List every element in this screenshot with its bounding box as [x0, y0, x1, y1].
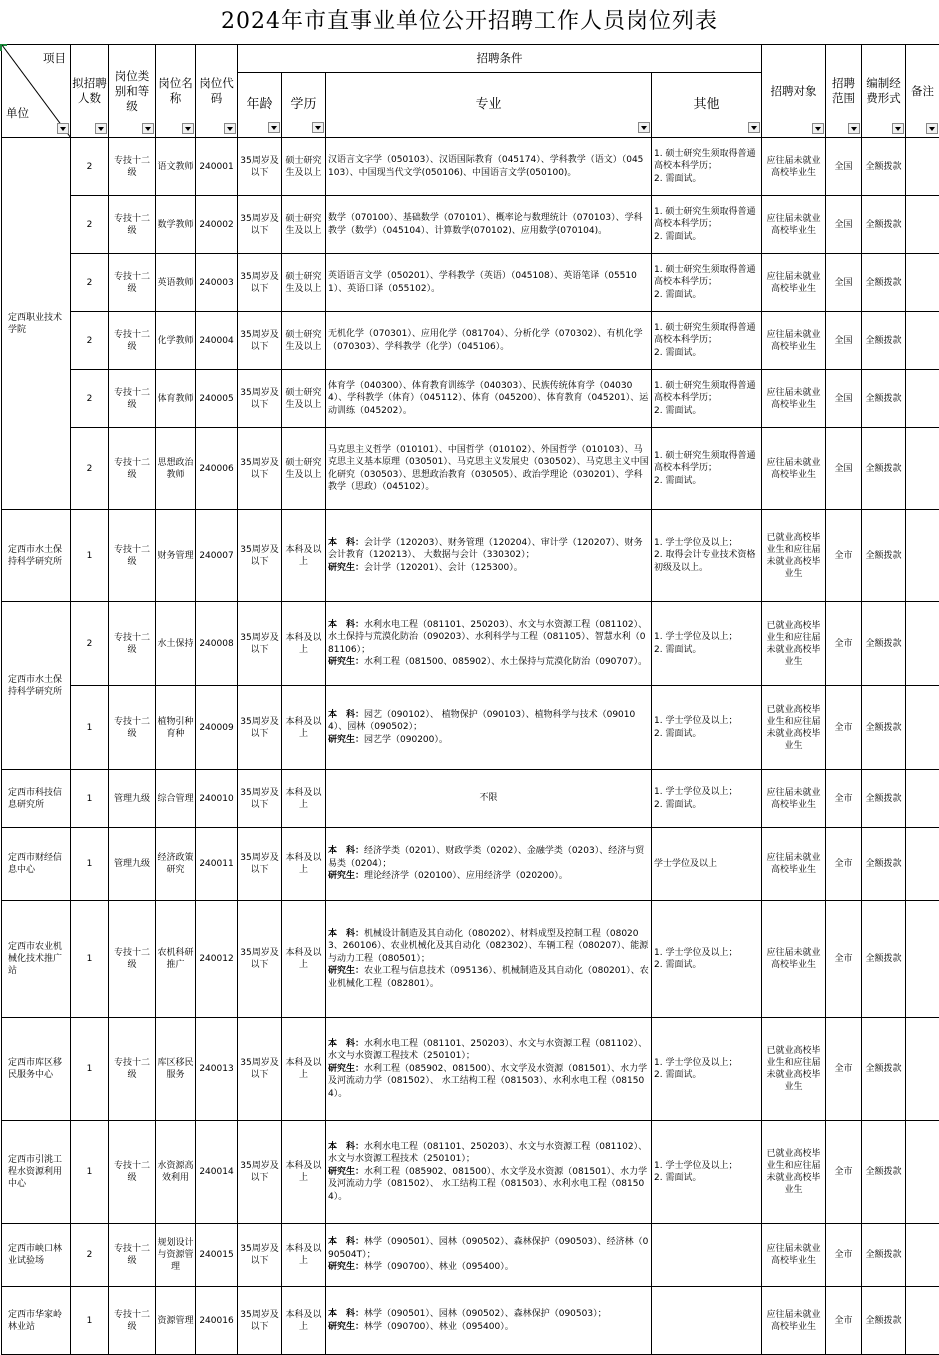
graduate-majors: 水利工程（085902、081500）、水文学及水资源（081501）、水力学及河流动力学（081502）、 水工结构工程（081503）、水利水电工程（081504）。 — [328, 1167, 647, 1202]
other-requirement: 学士学位及以上 — [652, 828, 762, 901]
education-requirement: 本科及以上 — [282, 1121, 326, 1224]
funding-type: 全额拨款 — [862, 312, 906, 370]
table-row — [2, 254, 939, 312]
remark — [906, 1224, 939, 1287]
funding-type: 全额拨款 — [862, 1121, 906, 1224]
filter-funding-button[interactable] — [892, 121, 904, 136]
header-project: 项目 — [43, 51, 66, 66]
post-code: 240016 — [196, 1287, 238, 1355]
recruit-target: 应往届未就业高校毕业生 — [762, 428, 826, 510]
other-requirement: 1. 硕士研究生须取得普通高校本科学历； 2. 需面试。 — [652, 312, 762, 370]
education-requirement: 硕士研究生及以上 — [282, 312, 326, 370]
major-requirement: 汉语言文字学（050103）、汉语国际教育（045174）、学科教学（语文）（045103）、中国现当代文学(050106)、中国语言文学(050100)。 — [326, 138, 652, 196]
filter-other-button[interactable] — [748, 120, 760, 136]
post-count: 2 — [71, 138, 109, 196]
header-age: 年龄 — [238, 73, 282, 138]
major-requirement — [326, 1224, 652, 1287]
recruit-target: 应往届未就业高校毕业生 — [762, 770, 826, 828]
funding-type: 全额拨款 — [862, 602, 906, 686]
remark — [906, 828, 939, 901]
post-count: 1 — [71, 1287, 109, 1355]
post-count: 2 — [71, 312, 109, 370]
major-requirement — [326, 901, 652, 1018]
undergrad-label: 本 科： — [328, 1039, 364, 1049]
post-category: 专技十二级 — [109, 1287, 156, 1355]
graduate-label: 研究生： — [328, 1322, 364, 1332]
post-name: 综合管理 — [156, 770, 196, 828]
education-requirement: 硕士研究生及以上 — [282, 370, 326, 428]
graduate-label: 研究生： — [328, 1167, 364, 1177]
major-requirement — [326, 828, 652, 901]
post-category: 专技十二级 — [109, 686, 156, 770]
filter-education-button[interactable] — [312, 120, 324, 136]
undergrad-label: 本 科： — [328, 538, 364, 548]
remark — [906, 770, 939, 828]
graduate-majors: 林学（090700）、林业（095400）。 — [364, 1322, 514, 1332]
undergrad-majors: 林学（090501）、园林（090502）、森林保护（090503）、经济林（090504T）； — [328, 1237, 648, 1260]
post-category: 专技十二级 — [109, 196, 156, 254]
post-category: 专技十二级 — [109, 428, 156, 510]
post-name: 财务管理 — [156, 510, 196, 602]
remark — [906, 312, 939, 370]
undergrad-majors: 水利水电工程（081101、250203）、水文与水资源工程（081102）、水文与水资源工程技术（250101）； — [328, 1039, 647, 1062]
remark — [906, 196, 939, 254]
recruit-scope: 全市 — [826, 686, 862, 770]
filter-scope-button[interactable] — [848, 121, 860, 136]
post-count: 2 — [71, 602, 109, 686]
other-requirement: 1. 学士学位及以上； 2. 需面试。 — [652, 1018, 762, 1121]
post-name: 思想政治教师 — [156, 428, 196, 510]
education-requirement: 本科及以上 — [282, 510, 326, 602]
table-row — [2, 828, 939, 901]
header-target: 招聘对象 — [762, 45, 826, 138]
post-category: 专技十二级 — [109, 370, 156, 428]
other-requirement: 1. 学士学位及以上； 2. 需面试。 — [652, 1121, 762, 1224]
recruit-target: 已就业高校毕业生和应往届未就业高校毕业生 — [762, 602, 826, 686]
header-other: 其他 — [652, 73, 762, 138]
recruit-target: 应往届未就业高校毕业生 — [762, 196, 826, 254]
positions-table — [1, 44, 939, 1355]
post-name: 化学教师 — [156, 312, 196, 370]
funding-type: 全额拨款 — [862, 370, 906, 428]
post-count: 2 — [71, 196, 109, 254]
recruit-scope: 全市 — [826, 828, 862, 901]
unit-name: 定西市水土保持科学研究所 — [2, 602, 71, 770]
post-count: 1 — [71, 686, 109, 770]
undergrad-label: 本 科： — [328, 846, 364, 856]
undergrad-majors: 会计学（120203）、财务管理（120204）、审计学（120207）、财务会计教育（120213）、 大数据与会计（330302）； — [328, 538, 643, 561]
unit-name: 定西市财经信息中心 — [2, 828, 71, 901]
remark — [906, 138, 939, 196]
table-body — [2, 138, 939, 1355]
major-requirement — [326, 510, 652, 602]
remark — [906, 254, 939, 312]
filter-remark-button[interactable] — [926, 121, 938, 136]
post-name: 规划设计与资源管理 — [156, 1224, 196, 1287]
age-requirement: 35周岁及以下 — [238, 770, 282, 828]
unit-name: 定西市峡口林业试验场 — [2, 1224, 71, 1287]
education-requirement: 本科及以上 — [282, 828, 326, 901]
graduate-majors: 农业工程与信息技术（095136）、机械制造及其自动化（080201）、农业机械化工程（082801）。 — [328, 966, 649, 989]
other-requirement: 1. 硕士研究生须取得普通高校本科学历； 2. 需面试。 — [652, 254, 762, 312]
post-category: 专技十二级 — [109, 602, 156, 686]
post-code: 240014 — [196, 1121, 238, 1224]
graduate-label: 研究生： — [328, 871, 364, 881]
recruit-target: 应往届未就业高校毕业生 — [762, 370, 826, 428]
post-name: 库区移民服务 — [156, 1018, 196, 1121]
undergrad-label: 本 科： — [328, 1309, 364, 1319]
major-requirement — [326, 602, 652, 686]
post-category: 管理九级 — [109, 828, 156, 901]
education-requirement: 硕士研究生及以上 — [282, 428, 326, 510]
education-requirement: 本科及以上 — [282, 1018, 326, 1121]
recruit-scope: 全国 — [826, 138, 862, 196]
filter-dropdown-icon — [182, 123, 194, 134]
recruit-scope: 全国 — [826, 370, 862, 428]
education-requirement: 本科及以上 — [282, 1287, 326, 1355]
header-major: 专业 — [326, 73, 652, 138]
graduate-label: 研究生： — [328, 735, 364, 745]
unit-name: 定西市华家岭林业站 — [2, 1287, 71, 1355]
header-conditions: 招聘条件 — [238, 45, 762, 73]
recruit-scope: 全市 — [826, 1018, 862, 1121]
header-remark: 备注 — [906, 45, 939, 138]
education-requirement: 本科及以上 — [282, 686, 326, 770]
major-requirement — [326, 1018, 652, 1121]
post-category: 管理九级 — [109, 770, 156, 828]
post-category: 专技十二级 — [109, 1018, 156, 1121]
major-requirement — [326, 686, 652, 770]
remark — [906, 1121, 939, 1224]
funding-type: 全额拨款 — [862, 254, 906, 312]
filter-dropdown-icon — [224, 123, 236, 134]
other-requirement: 1. 学士学位及以上； 2. 需面试。 — [652, 770, 762, 828]
recruit-scope: 全市 — [826, 1224, 862, 1287]
age-requirement: 35周岁及以下 — [238, 510, 282, 602]
recruit-target: 应往届未就业高校毕业生 — [762, 901, 826, 1018]
age-requirement: 35周岁及以下 — [238, 1224, 282, 1287]
other-requirement: 1. 硕士研究生须取得普通高校本科学历； 2. 需面试。 — [652, 196, 762, 254]
post-count: 1 — [71, 770, 109, 828]
recruit-target: 已就业高校毕业生和应往届未就业高校毕业生 — [762, 1018, 826, 1121]
post-code: 240007 — [196, 510, 238, 602]
remark — [906, 1287, 939, 1355]
filter-major-button[interactable] — [638, 120, 650, 136]
age-requirement: 35周岁及以下 — [238, 370, 282, 428]
unit-name: 定西职业技术学院 — [2, 138, 71, 510]
funding-type: 全额拨款 — [862, 770, 906, 828]
table-row — [2, 312, 939, 370]
post-count: 2 — [71, 254, 109, 312]
filter-dropdown-icon — [142, 123, 154, 134]
filter-dropdown-icon — [57, 123, 69, 134]
header-code: 岗位代码 — [196, 45, 238, 138]
header-scope: 招聘范围 — [826, 45, 862, 138]
table-row — [2, 901, 939, 1018]
graduate-majors: 理论经济学（020100）、应用经济学（020200）。 — [364, 871, 568, 881]
table-row — [2, 686, 939, 770]
filter-unit-button[interactable] — [57, 121, 69, 136]
filter-dropdown-icon — [812, 123, 824, 134]
post-category: 专技十二级 — [109, 901, 156, 1018]
post-count: 2 — [71, 428, 109, 510]
post-category: 专技十二级 — [109, 254, 156, 312]
graduate-label: 研究生： — [328, 966, 364, 976]
graduate-label: 研究生： — [328, 563, 364, 573]
funding-type: 全额拨款 — [862, 196, 906, 254]
post-count: 1 — [71, 1121, 109, 1224]
filter-dropdown-icon — [638, 122, 650, 133]
header-category: 岗位类别和等级 — [109, 45, 156, 138]
recruit-target: 已就业高校毕业生和应往届未就业高校毕业生 — [762, 510, 826, 602]
graduate-label: 研究生： — [328, 1064, 364, 1074]
header-post-name: 岗位名称 — [156, 45, 196, 138]
education-requirement: 本科及以上 — [282, 1224, 326, 1287]
post-category: 专技十二级 — [109, 1121, 156, 1224]
funding-type: 全额拨款 — [862, 686, 906, 770]
funding-type: 全额拨款 — [862, 828, 906, 901]
other-requirement: 1. 学士学位及以上； 2. 取得会计专业技术资格初级及以上。 — [652, 510, 762, 602]
post-code: 240003 — [196, 254, 238, 312]
post-name: 数学教师 — [156, 196, 196, 254]
undergrad-majors: 水利水电工程（081101、250203）、水文与水资源工程（081102）、水文与水资源工程技术（250101）； — [328, 1142, 647, 1165]
funding-type: 全额拨款 — [862, 510, 906, 602]
funding-type: 全额拨款 — [862, 428, 906, 510]
post-category: 专技十二级 — [109, 312, 156, 370]
other-requirement: 1. 硕士研究生须取得普通高校本科学历； 2. 需面试。 — [652, 138, 762, 196]
filter-dropdown-icon — [748, 122, 760, 133]
table-row — [2, 370, 939, 428]
age-requirement: 35周岁及以下 — [238, 602, 282, 686]
header-unit: 单位 — [6, 106, 29, 121]
recruit-scope: 全市 — [826, 1121, 862, 1224]
post-name: 体育教师 — [156, 370, 196, 428]
post-count: 2 — [71, 1224, 109, 1287]
unit-name: 定西市库区移民服务中心 — [2, 1018, 71, 1121]
graduate-majors: 林学（090700）、林业（095400）。 — [364, 1262, 514, 1272]
age-requirement: 35周岁及以下 — [238, 428, 282, 510]
table-row — [2, 1224, 939, 1287]
header-funding: 编制经费形式 — [862, 45, 906, 138]
unit-name: 定西市农业机械化技术推广站 — [2, 901, 71, 1018]
table-row — [2, 1287, 939, 1355]
undergrad-label: 本 科： — [328, 620, 364, 630]
age-requirement: 35周岁及以下 — [238, 254, 282, 312]
post-name: 水土保持 — [156, 602, 196, 686]
major-requirement: 不限 — [326, 770, 652, 828]
header-unit-project — [2, 45, 71, 138]
age-requirement: 35周岁及以下 — [238, 1018, 282, 1121]
post-code: 240008 — [196, 602, 238, 686]
graduate-majors: 水利工程（085902、081500）、水文学及水资源（081501）、水力学及河流动力学（081502）、 水工结构工程（081503）、水利水电工程（081504）。 — [328, 1064, 647, 1099]
recruit-scope: 全国 — [826, 196, 862, 254]
filter-dropdown-icon — [312, 122, 324, 133]
post-code: 240004 — [196, 312, 238, 370]
age-requirement: 35周岁及以下 — [238, 138, 282, 196]
undergrad-majors: 林学（090501）、园林（090502）、森林保护（090503）； — [364, 1309, 607, 1319]
remark — [906, 901, 939, 1018]
recruit-target: 应往届未就业高校毕业生 — [762, 254, 826, 312]
remark — [906, 510, 939, 602]
table-row — [2, 138, 939, 196]
other-requirement — [652, 1224, 762, 1287]
major-requirement: 体育学（040300）、体育教育训练学（040303）、民族传统体育学（040304）、学科教学（体育）（045112）、体育（045200）、体育教育（045201）、运动训练（045202）。 — [326, 370, 652, 428]
remark — [906, 686, 939, 770]
education-requirement: 硕士研究生及以上 — [282, 254, 326, 312]
major-requirement: 数学（070100）、基础数学（070101）、概率论与数理统计（070103）、学科教学（数学）（045104）、计算数学(070102)、应用数学(070104)。 — [326, 196, 652, 254]
table-row — [2, 428, 939, 510]
recruit-scope: 全市 — [826, 1287, 862, 1355]
post-category: 专技十二级 — [109, 138, 156, 196]
post-count: 1 — [71, 1018, 109, 1121]
filter-category-button[interactable] — [142, 121, 154, 136]
graduate-majors: 会计学（120201）、会计（125300）。 — [364, 563, 523, 573]
other-requirement: 1. 硕士研究生须取得普通高校本科学历； 2. 需面试。 — [652, 370, 762, 428]
filter-target-button[interactable] — [812, 121, 824, 136]
post-category: 专技十二级 — [109, 510, 156, 602]
post-code: 240005 — [196, 370, 238, 428]
funding-type: 全额拨款 — [862, 901, 906, 1018]
post-code: 240015 — [196, 1224, 238, 1287]
post-count: 2 — [71, 370, 109, 428]
major-requirement — [326, 1121, 652, 1224]
post-name: 英语教师 — [156, 254, 196, 312]
table-row — [2, 602, 939, 686]
post-category: 专技十二级 — [109, 1224, 156, 1287]
funding-type: 全额拨款 — [862, 1018, 906, 1121]
post-code: 240012 — [196, 901, 238, 1018]
table-row — [2, 196, 939, 254]
recruit-scope: 全市 — [826, 901, 862, 1018]
filter-dropdown-icon — [848, 123, 860, 134]
recruit-target: 应往届未就业高校毕业生 — [762, 312, 826, 370]
age-requirement: 35周岁及以下 — [238, 1287, 282, 1355]
education-requirement: 本科及以上 — [282, 770, 326, 828]
filter-code-button[interactable] — [224, 121, 236, 136]
undergrad-majors: 水利水电工程（081101、250203）、水文与水资源工程（081102）、水土保持与荒漠化防治（090203）、水利科学与工程（081105）、智慧水利（081106）； — [328, 620, 647, 655]
unit-name: 定西市引洮工程水资源利用中心 — [2, 1121, 71, 1224]
education-requirement: 硕士研究生及以上 — [282, 196, 326, 254]
post-code: 240006 — [196, 428, 238, 510]
post-code: 240009 — [196, 686, 238, 770]
post-name: 植物引种育种 — [156, 686, 196, 770]
filter-dropdown-icon — [95, 123, 107, 134]
major-requirement: 无机化学（070301）、应用化学（081704）、分析化学（070302）、有机化学（070303）、学科教学（化学）（045106）。 — [326, 312, 652, 370]
unit-name: 定西市科技信息研究所 — [2, 770, 71, 828]
page-title: 2024年市直事业单位公开招聘工作人员岗位列表 — [0, 0, 939, 44]
undergrad-label: 本 科： — [328, 1237, 364, 1247]
other-requirement: 1. 学士学位及以上； 2. 需面试。 — [652, 901, 762, 1018]
filter-dropdown-icon — [268, 122, 280, 133]
post-name: 语文教师 — [156, 138, 196, 196]
other-requirement: 1. 学士学位及以上； 2. 需面试。 — [652, 686, 762, 770]
funding-type: 全额拨款 — [862, 138, 906, 196]
post-name: 资源管理 — [156, 1287, 196, 1355]
table-row — [2, 1018, 939, 1121]
post-code: 240013 — [196, 1018, 238, 1121]
education-requirement: 本科及以上 — [282, 602, 326, 686]
table-row — [2, 510, 939, 602]
recruit-scope: 全国 — [826, 428, 862, 510]
post-name: 经济政策研究 — [156, 828, 196, 901]
recruit-scope: 全国 — [826, 312, 862, 370]
header-education: 学历 — [282, 73, 326, 138]
education-requirement: 硕士研究生及以上 — [282, 138, 326, 196]
post-name: 农机科研推广 — [156, 901, 196, 1018]
age-requirement: 35周岁及以下 — [238, 901, 282, 1018]
filter-post-name-button[interactable] — [182, 121, 194, 136]
post-count: 1 — [71, 901, 109, 1018]
recruit-target: 应往届未就业高校毕业生 — [762, 1224, 826, 1287]
age-requirement: 35周岁及以下 — [238, 312, 282, 370]
recruit-scope: 全市 — [826, 770, 862, 828]
undergrad-label: 本 科： — [328, 710, 364, 720]
undergrad-majors: 机械设计制造及其自动化（080202）、材料成型及控制工程（080203、260106）、农业机械化及其自动化（082302）、车辆工程（080207）、能源与动力工程（080501）； — [328, 929, 648, 964]
post-name: 水资源高效利用 — [156, 1121, 196, 1224]
remark — [906, 602, 939, 686]
remark — [906, 1018, 939, 1121]
remark — [906, 370, 939, 428]
recruit-target: 应往届未就业高校毕业生 — [762, 1287, 826, 1355]
graduate-label: 研究生： — [328, 1262, 364, 1272]
recruit-target: 已就业高校毕业生和应往届未就业高校毕业生 — [762, 1121, 826, 1224]
funding-type: 全额拨款 — [862, 1287, 906, 1355]
age-requirement: 35周岁及以下 — [238, 686, 282, 770]
post-code: 240002 — [196, 196, 238, 254]
recruit-target: 应往届未就业高校毕业生 — [762, 138, 826, 196]
major-requirement — [326, 1287, 652, 1355]
header-count: 拟招聘人数 — [71, 45, 109, 138]
filter-dropdown-icon — [926, 123, 938, 134]
post-code: 240001 — [196, 138, 238, 196]
recruit-target: 已就业高校毕业生和应往届未就业高校毕业生 — [762, 686, 826, 770]
graduate-label: 研究生： — [328, 657, 364, 667]
undergrad-majors: 园艺（090102）、 植物保护（090103）、植物科学与技术（090104）、园林（090502）； — [328, 710, 635, 733]
unit-name: 定西市水土保持科学研究所 — [2, 510, 71, 602]
undergrad-label: 本 科： — [328, 1142, 364, 1152]
age-requirement: 35周岁及以下 — [238, 828, 282, 901]
table-row — [2, 770, 939, 828]
graduate-majors: 园艺学（090200）。 — [364, 735, 448, 745]
filter-age-button[interactable] — [268, 120, 280, 136]
post-code: 240010 — [196, 770, 238, 828]
age-requirement: 35周岁及以下 — [238, 1121, 282, 1224]
graduate-majors: 水利工程（081500、085902）、水土保持与荒漠化防治（090707）。 — [364, 657, 647, 667]
education-requirement: 本科及以上 — [282, 901, 326, 1018]
remark — [906, 428, 939, 510]
recruit-scope: 全市 — [826, 510, 862, 602]
post-count: 1 — [71, 510, 109, 602]
undergrad-majors: 经济学类（0201）、财政学类（0202）、金融学类（0203）、经济与贸易类（0204）； — [328, 846, 644, 869]
funding-type: 全额拨款 — [862, 1224, 906, 1287]
post-count: 1 — [71, 828, 109, 901]
major-requirement: 英语语言文学（050201）、学科教学（英语）（045108）、英语笔译（055101）、英语口译（055102）。 — [326, 254, 652, 312]
filter-count-button[interactable] — [95, 121, 107, 136]
age-requirement: 35周岁及以下 — [238, 196, 282, 254]
recruit-scope: 全市 — [826, 602, 862, 686]
recruit-target: 应往届未就业高校毕业生 — [762, 828, 826, 901]
other-requirement: 1. 学士学位及以上； 2. 需面试。 — [652, 602, 762, 686]
table-row — [2, 1121, 939, 1224]
other-requirement — [652, 1287, 762, 1355]
major-requirement: 马克思主义哲学（010101）、中国哲学（010102）、外国哲学（010103）、马克思主义基本原理（030501）、马克思主义发展史（030502）、马克思主义中国化研究（030503）、思想政治教育（030505）、政治学理论（030201）、学科教学（思政）（045102）。 — [326, 428, 652, 510]
undergrad-label: 本 科： — [328, 929, 364, 939]
other-requirement: 1. 硕士研究生须取得普通高校本科学历； 2. 需面试。 — [652, 428, 762, 510]
recruit-scope: 全国 — [826, 254, 862, 312]
post-code: 240011 — [196, 828, 238, 901]
filter-dropdown-icon — [892, 123, 904, 134]
